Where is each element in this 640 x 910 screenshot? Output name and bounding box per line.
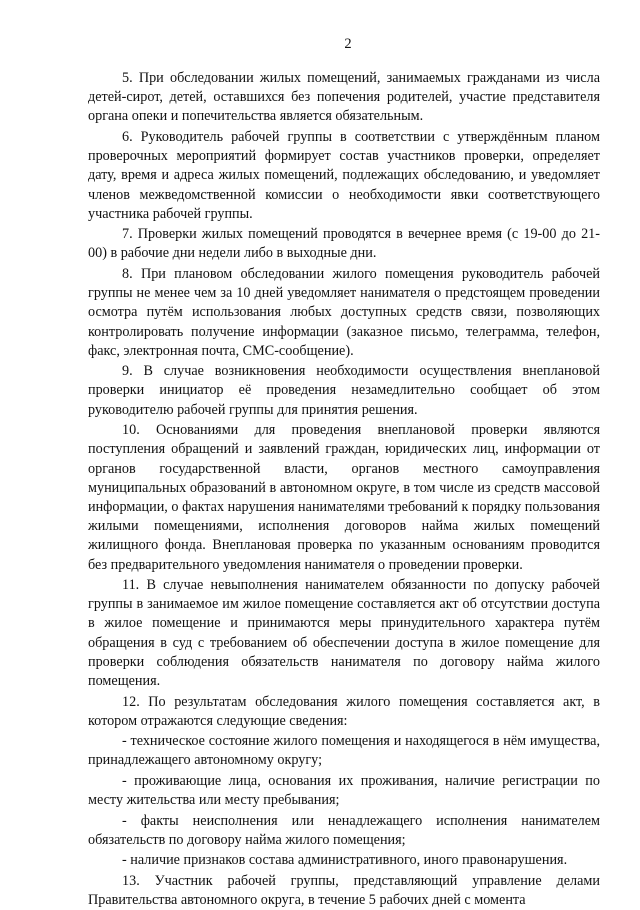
paragraph-9: 9. В случае возникновения необходимости осуществления внеплановой проверки инициатор её проведения незамедлительно сообщает об этом руководителю рабочей группы для принятия решения. <box>88 363 600 418</box>
page-number: 2 <box>344 36 352 52</box>
paragraph-13: 13. Участник рабочей группы, представляющий управление делами Правительства автономного округа, в течение 5 рабочих дней с момента <box>88 872 600 909</box>
paragraph-5: 5. При обследовании жилых помещений, занимаемых гражданами из числа детей-сирот, детей, оставшихся без попечения родителей, участие представителя органа опеки и попечительства является обязательным. <box>88 70 600 125</box>
paragraph-11: 11. В случае невыполнения нанимателем обязанности по допуску рабочей группы в занимаемое им жилое помещение составляется акт об отсутствии доступа в жилое помещение и принимаются меры принудительного характера путём обращения в суд с требованием об обеспечении доступа в жилое помещение для проверки соблюдения обязательств нанимателя по договору найма жилого помещения. <box>88 577 600 690</box>
list-item-violations: - факты неисполнения или ненадлежащего исполнения нанимателем обязательств по договору найма жилого помещения; <box>88 812 600 848</box>
paragraph-6: 6. Руководитель рабочей группы в соответствии с утверждённым планом проверочных мероприятий формирует состав участников проверки, определяет дату, время и адреса жилых помещений, подлежащих обследованию, и уведомляет членов межведомственной комиссии о необходимости явки соответствующего участника рабочей группы. <box>88 128 600 222</box>
paragraph-10: 10. Основаниями для проведения внеплановой проверки являются поступления обращений и заявлений граждан, юридических лиц, информации от органов государственной власти, органов местного самоуправления муниципальных образований в автономном округе, в том числе из средств массовой информации, о фактах нарушения нанимателями требований к порядку пользования жилыми помещениями, исполнения договоров найма жилых помещений жилищного фонда. Внеплановая проверка по указанным основаниям проводится без предварительного уведомления нанимателя о проведении проверки. <box>88 422 600 573</box>
paragraph-12: 12. По результатам обследования жилого помещения составляется акт, в котором отражаются следующие сведения: <box>88 693 600 729</box>
document-body <box>88 69 600 910</box>
paragraph-7: 7. Проверки жилых помещений проводятся в вечернее время (с 19-00 до 21-00) в рабочие дни недели либо в выходные дни. <box>88 226 600 262</box>
paragraph-8: 8. При плановом обследовании жилого помещения руководитель рабочей группы не менее чем за 10 дней уведомляет нанимателя о предстоящем проведении осмотра путём использования любых доступных средств связи, позволяющих контролировать получение информации (заказное письмо, телеграмма, телефон, факс, электронная почта, СМС-сообщение). <box>88 265 600 359</box>
list-item-offense-signs: - наличие признаков состава административного, иного правонарушения. <box>122 852 568 869</box>
list-item-residents: - проживающие лица, основания их проживания, наличие регистрации по месту жительства или месту пребывания; <box>88 772 600 809</box>
list-item-technical-state: - техническое состояние жилого помещения и находящегося в нём имущества, принадлежащего автономному округу; <box>88 733 600 769</box>
